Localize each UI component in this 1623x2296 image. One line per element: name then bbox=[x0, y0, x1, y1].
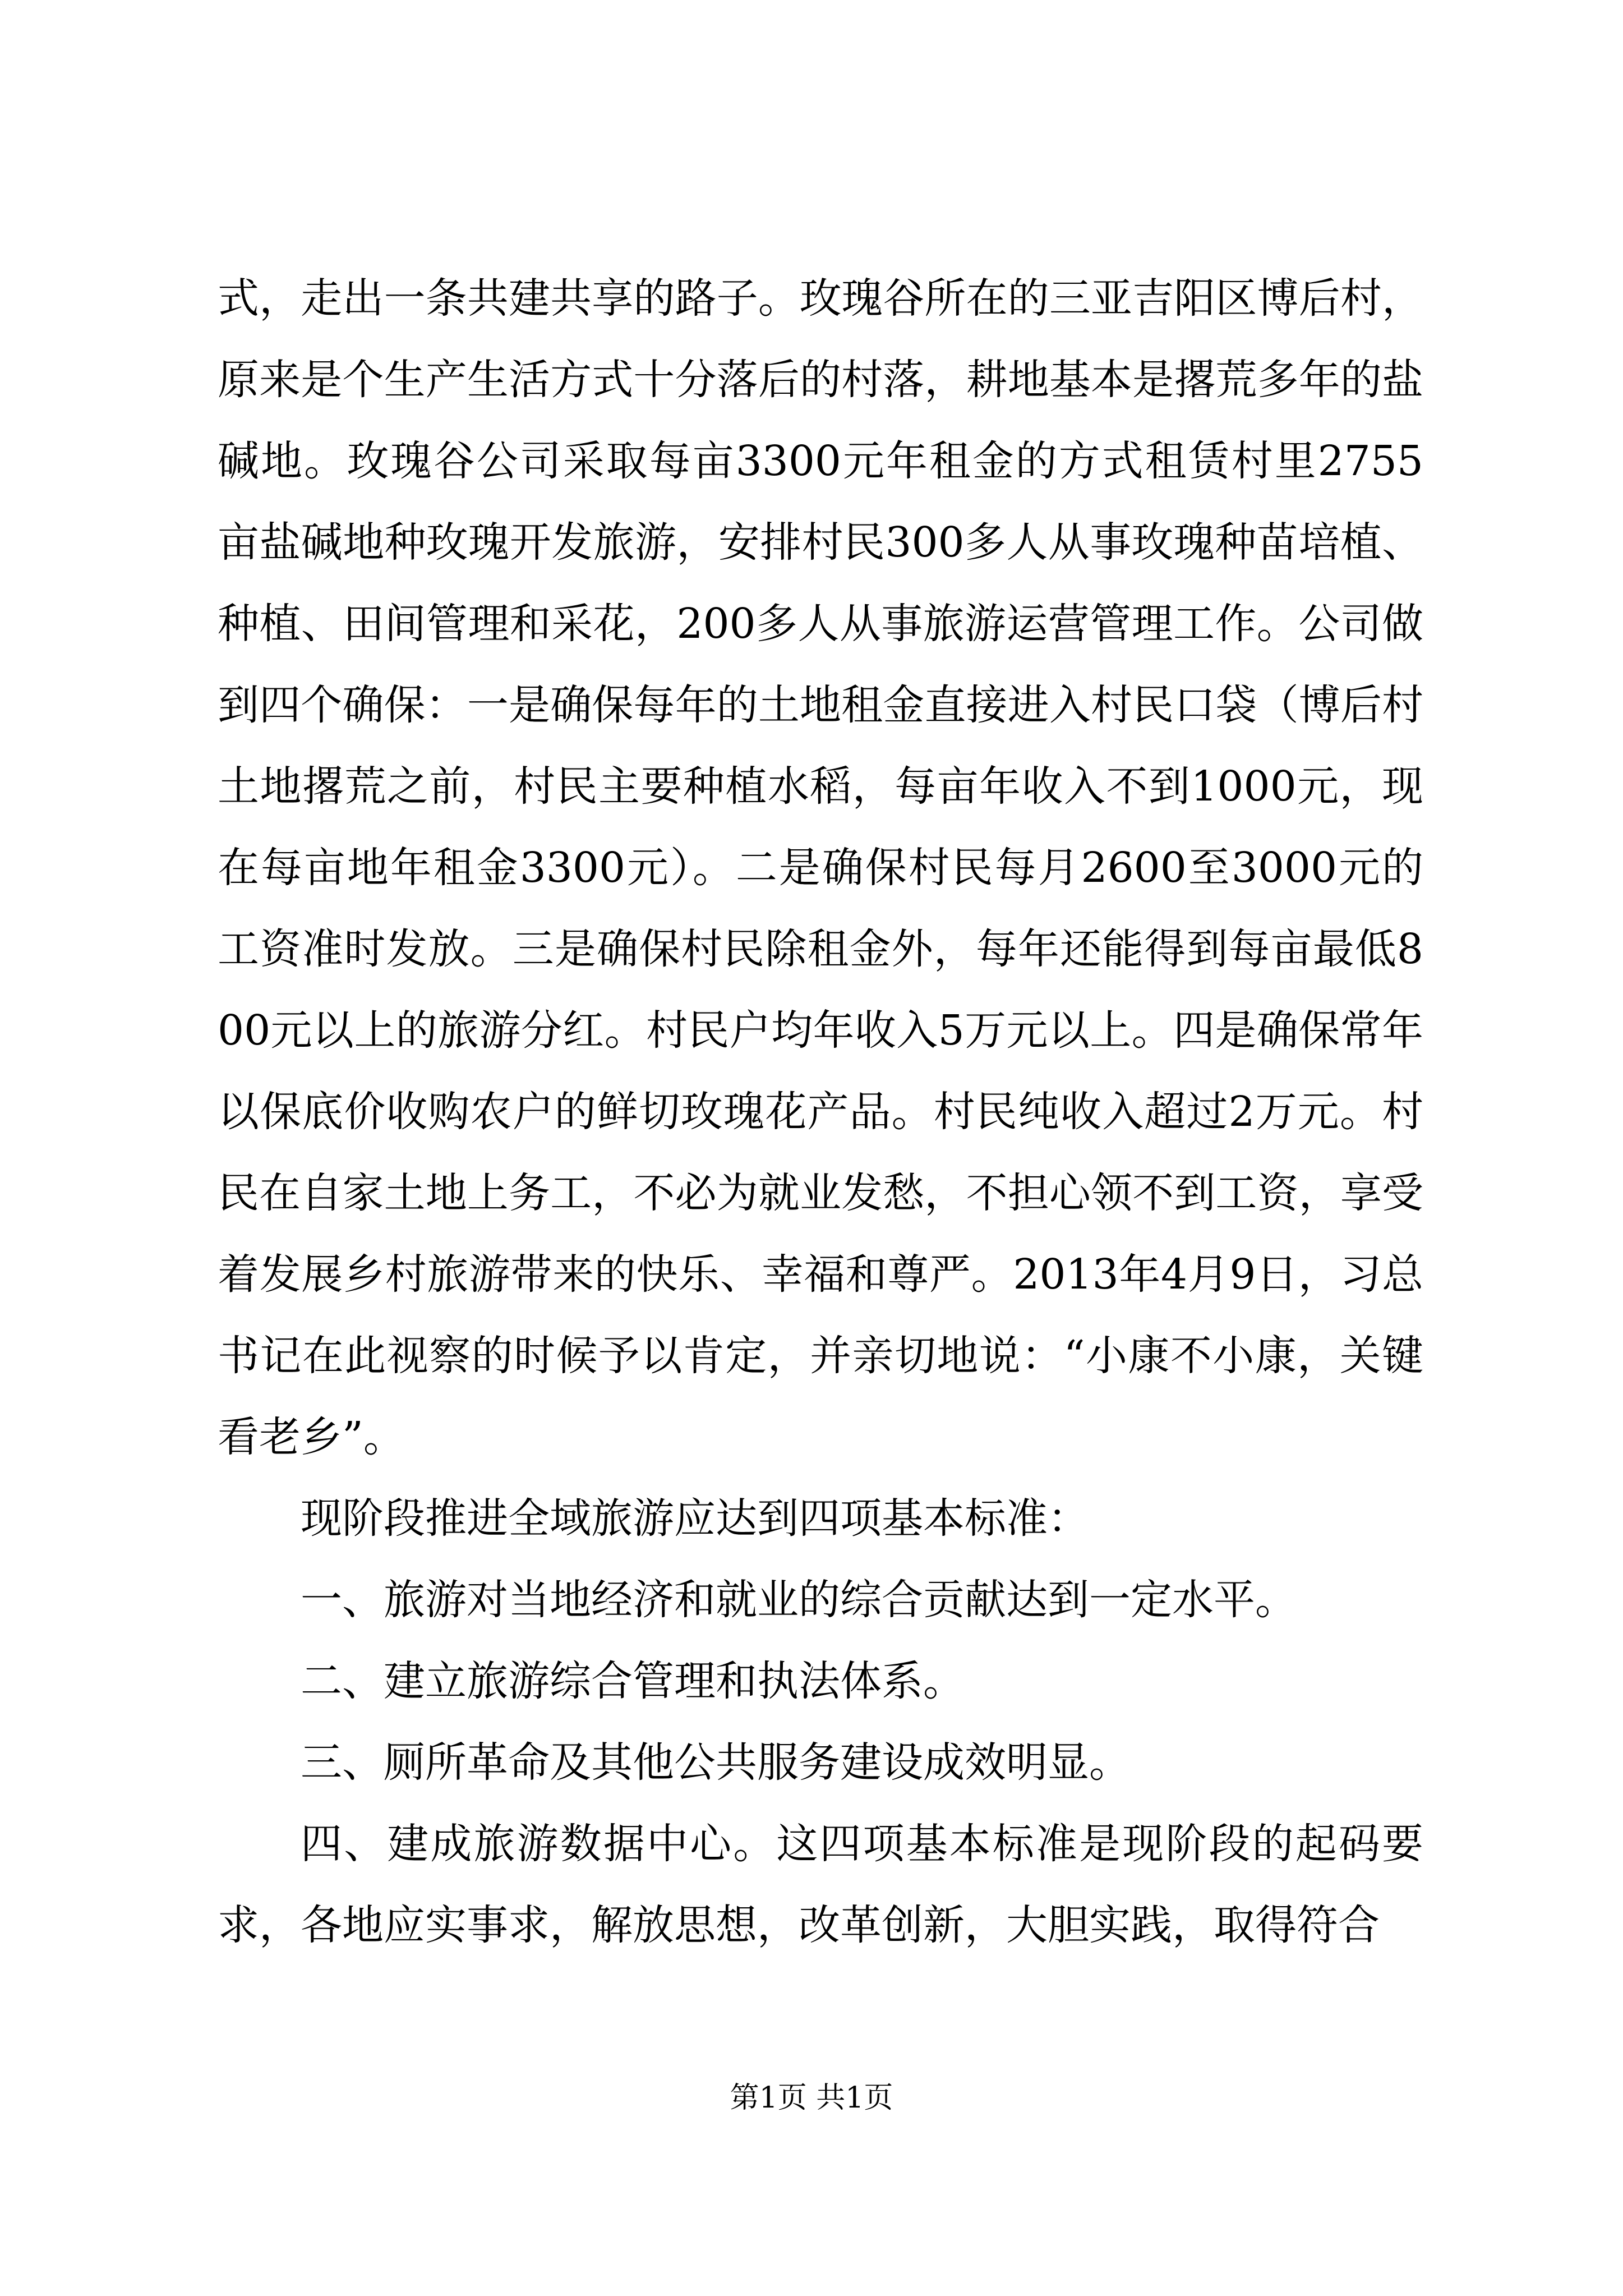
paragraph-standard-one: 一、旅游对当地经济和就业的综合贡献达到一定水平。 bbox=[301, 1576, 1297, 1624]
paragraph-standards-intro: 现阶段推进全域旅游应达到四项基本标准： bbox=[301, 1494, 1089, 1543]
paragraph-standard-two: 二、建立旅游综合管理和执法体系。 bbox=[301, 1657, 965, 1705]
document-body bbox=[218, 258, 1423, 1966]
paragraph-standard-four: 四、建成旅游数据中心。这四项基本标准是现阶段的起码要求，各地应实事求，解放思想，改革创新，大胆实践，取得符合 bbox=[218, 1820, 1423, 1949]
page-number-footer: 第1页 共1页 bbox=[730, 2081, 893, 2115]
paragraph-rose-valley-case: 式，走出一条共建共享的路子。玫瑰谷所在的三亚吉阳区博后村，原来是个生产生活方式十分落后的村落，耕地基本是撂荒多年的盐碱地。玫瑰谷公司采取每亩3300元年租金的方式租赁村里2755亩盐碱地种玫瑰开发旅游，安排村民300多人从事玫瑰种苗培植、种植、田间管理和采花，200多人从事旅游运营管理工作。公司做到四个确保：一是确保每年的土地租金直接进入村民口袋（博后村土地撂荒之前，村民主要种植水稻，每亩年收入不到1000元，现在每亩地年租金3300元）。二是确保村民每月2600至3000元的工资准时发放。三是确保村民除租金外，每年还能得到每亩最低800元以上的旅游分红。村民户均年收入5万元以上。四是确保常年以保底价收购农户的鲜切玫瑰花产品。村民纯收入超过2万元。村民在自家土地上务工，不必为就业发愁，不担心领不到工资，享受着发展乡村旅游带来的快乐、幸福和尊严。2013年4月9日，习总书记在此视察的时候予以肯定，并亲切地说：“小康不小康，关键看老乡”。 bbox=[218, 274, 1423, 1461]
paragraph-standard-three: 三、厕所革命及其他公共服务建设成效明显。 bbox=[301, 1738, 1131, 1787]
